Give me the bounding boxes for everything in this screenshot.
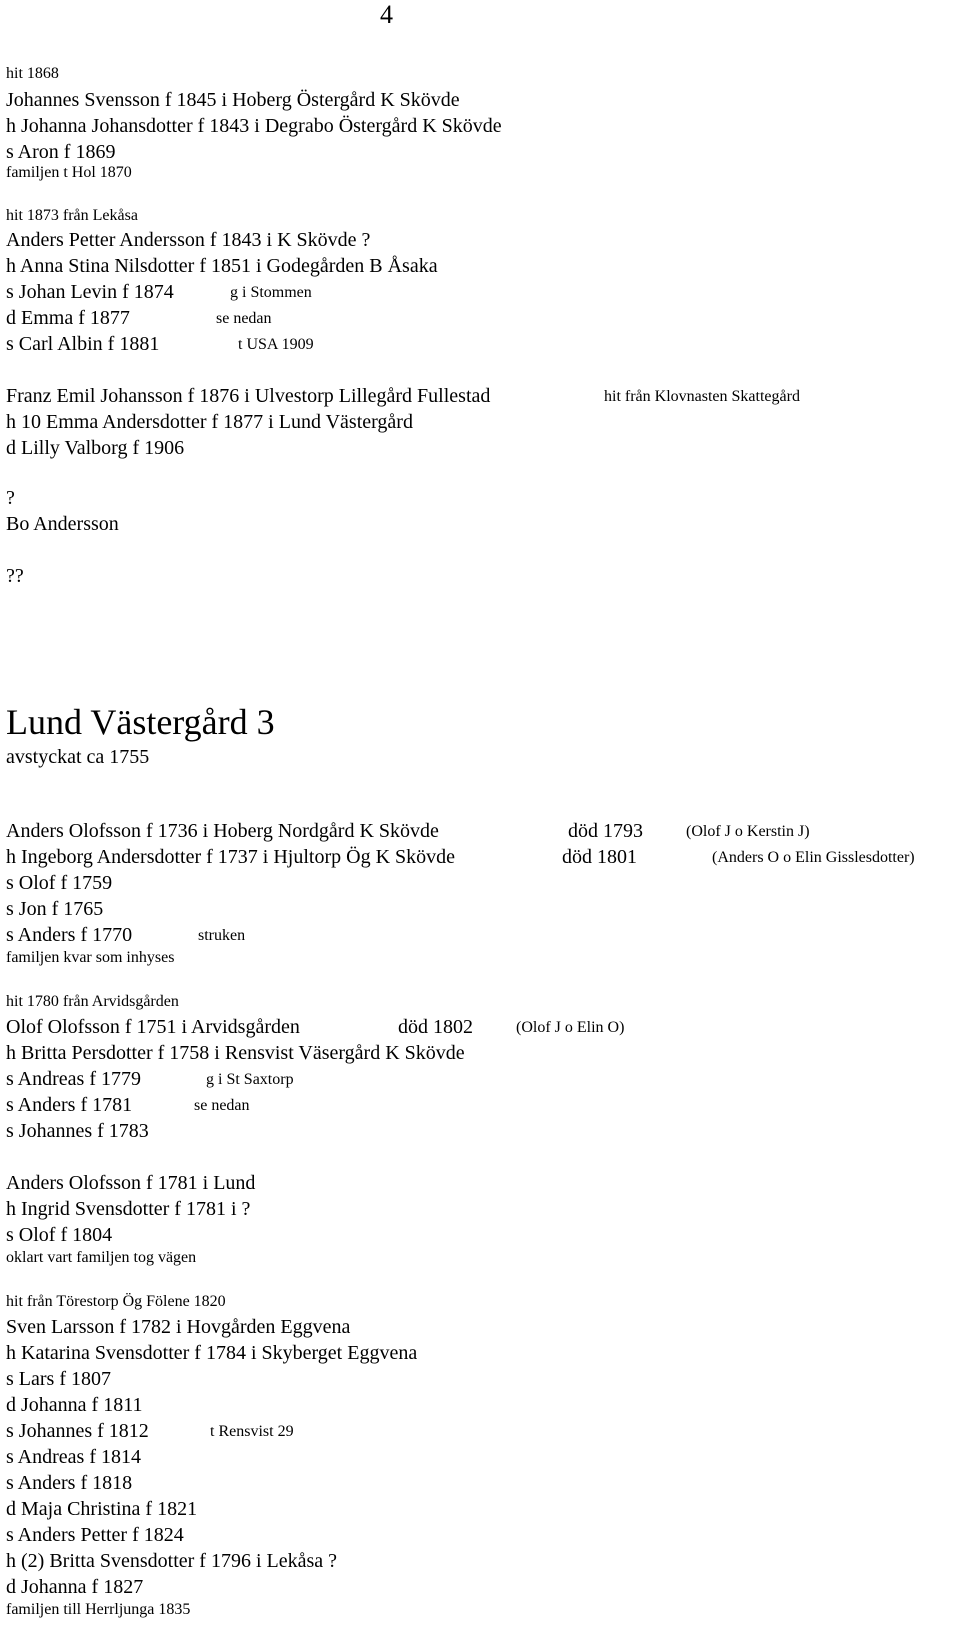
- record-line: Franz Emil Johansson f 1876 i Ulvestorp Lillegård Fullestad: [6, 385, 491, 407]
- record-line: s Anders f 1781: [6, 1094, 133, 1116]
- record-line: s Johan Levin f 1874: [6, 281, 174, 303]
- record-note: (Olof J o Elin O): [516, 1019, 625, 1036]
- section-title: Lund Västergård 3: [6, 702, 275, 742]
- record-line: oklart vart familjen tog vägen: [6, 1249, 197, 1266]
- record-line: s Johannes f 1783: [6, 1120, 149, 1142]
- record-line: familjen till Herrljunga 1835: [6, 1601, 191, 1618]
- record-line: hit 1780 från Arvidsgården: [6, 993, 179, 1010]
- record-line: h Britta Persdotter f 1758 i Rensvist Väsergård K Skövde: [6, 1042, 465, 1064]
- record-note: (Olof J o Kerstin J): [686, 823, 810, 840]
- record-line: h Katarina Svensdotter f 1784 i Skyberget Eggvena: [6, 1342, 418, 1364]
- record-line: s Olof f 1759: [6, 872, 113, 894]
- record-note: t Rensvist 29: [210, 1423, 294, 1440]
- record-line: ??: [6, 565, 24, 587]
- record-line: ?: [6, 487, 15, 509]
- record-line: d Maja Christina f 1821: [6, 1498, 198, 1520]
- record-line: s Andreas f 1814: [6, 1446, 141, 1468]
- record-line: s Lars f 1807: [6, 1368, 111, 1390]
- record-line: d Johanna f 1811: [6, 1394, 143, 1416]
- record-line: Bo Andersson: [6, 513, 119, 535]
- record-note: se nedan: [216, 310, 272, 327]
- record-note: hit från Klovnasten Skattegård: [604, 388, 800, 405]
- record-line: s Carl Albin f 1881: [6, 333, 160, 355]
- record-line: s Johannes f 1812: [6, 1420, 149, 1442]
- record-line: Anders Olofsson f 1781 i Lund: [6, 1172, 256, 1194]
- record-line: h Johanna Johansdotter f 1843 i Degrabo Östergård K Skövde: [6, 115, 502, 137]
- record-line: d Lilly Valborg f 1906: [6, 437, 185, 459]
- record-line: familjen kvar som inhyses: [6, 949, 175, 966]
- page-number: 4: [380, 0, 393, 29]
- record-line: h (2) Britta Svensdotter f 1796 i Lekåsa ?: [6, 1550, 338, 1572]
- death-note: död 1802: [398, 1016, 473, 1038]
- record-line: h Anna Stina Nilsdotter f 1851 i Godegården B Åsaka: [6, 255, 438, 277]
- record-line: s Aron f 1869: [6, 141, 116, 163]
- record-line: hit 1868: [6, 65, 59, 82]
- record-line: h 10 Emma Andersdotter f 1877 i Lund Västergård: [6, 411, 413, 433]
- record-line: s Olof f 1804: [6, 1224, 113, 1246]
- record-line: h Ingeborg Andersdotter f 1737 i Hjultorp Ög K Skövde: [6, 846, 456, 868]
- record-line: s Anders f 1770: [6, 924, 133, 946]
- record-line: hit 1873 från Lekåsa: [6, 207, 138, 224]
- record-note: g i St Saxtorp: [206, 1071, 294, 1088]
- record-note: struken: [198, 927, 246, 944]
- record-note: se nedan: [194, 1097, 250, 1114]
- record-line: s Anders f 1818: [6, 1472, 133, 1494]
- record-line: Olof Olofsson f 1751 i Arvidsgården: [6, 1016, 300, 1038]
- record-line: Sven Larsson f 1782 i Hovgården Eggvena: [6, 1316, 351, 1338]
- record-note: (Anders O o Elin Gisslesdotter): [712, 849, 915, 866]
- death-note: död 1793: [568, 820, 643, 842]
- record-line: s Andreas f 1779: [6, 1068, 141, 1090]
- record-line: d Emma f 1877: [6, 307, 130, 329]
- section-subtitle: avstyckat ca 1755: [6, 746, 150, 768]
- record-line: d Johanna f 1827: [6, 1576, 144, 1598]
- record-note: g i Stommen: [230, 284, 312, 301]
- record-line: hit från Törestorp Ög Fölene 1820: [6, 1293, 226, 1310]
- record-line: s Jon f 1765: [6, 898, 104, 920]
- record-line: Anders Olofsson f 1736 i Hoberg Nordgård K Skövde: [6, 820, 439, 842]
- record-line: Johannes Svensson f 1845 i Hoberg Östergård K Skövde: [6, 89, 460, 111]
- death-note: död 1801: [562, 846, 637, 868]
- record-line: s Anders Petter f 1824: [6, 1524, 184, 1546]
- record-line: Anders Petter Andersson f 1843 i K Skövde ?: [6, 229, 371, 251]
- record-line: h Ingrid Svensdotter f 1781 i ?: [6, 1198, 251, 1220]
- record-line: familjen t Hol 1870: [6, 164, 132, 181]
- record-note: t USA 1909: [238, 336, 314, 353]
